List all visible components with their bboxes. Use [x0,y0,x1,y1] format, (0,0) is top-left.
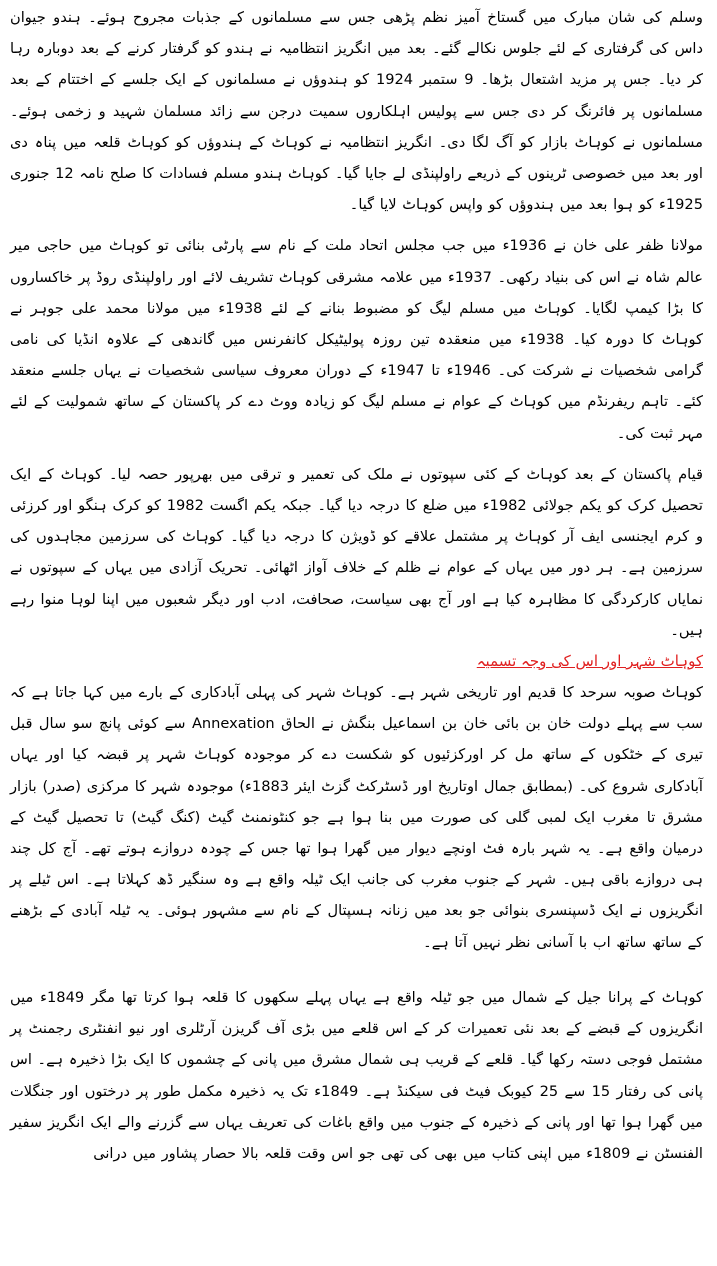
paragraph-after-independence: قیام پاکستان کے بعد کوہاٹ کے کئی سپوتوں نے ملک کی تعمیر و ترقی میں بھرپور حصہ لیا۔ کوہاٹ کے ایک تحصیل کرک کو یکم جولائی 1982ء میں ضلع کا درجہ دیا گیا۔ جبکہ یکم اگست 1982 کو کرک ہنگو اور کرزئی و کرم ایجنسی ایف آر کوہاٹ پر مشتمل علاقے کو ڈویژن کا درجہ دیا گیا۔ کوہاٹ کی سرزمین مجاہدوں کی سرزمین ہے۔ ہر دور میں یہاں کے عوام نے ظلم کے خلاف آواز اٹھائی۔ تحریک آزادی میں یہاں کے سپوتوں نے نمایاں کارکردگی کا مظاہرہ کیا ہے اور آج بھی سیاست، صحافت، ادب اور دیگر شعبوں میں اپنا لوہا منوا رہے ہیں۔ [10,465,703,639]
paragraph-kohat-riots: وسلم کی شان مبارک میں گستاخ آمیز نظم پڑھی جس سے مسلمانوں کے جذبات مجروح ہوئے۔ ہندو جیوان داس کی گرفتاری کے لئے جلوس نکالے گئے۔ بعد میں انگریز انتظامیہ نے ہندو کو گرفتار کرنے کے بعد دوبارہ رہا کر دیا۔ جس پر مزید اشتعال بڑھا۔ 9 ستمبر 1924 کو ہندوؤں نے مسلمانوں کے ایک جلسے کے اختتام کے بعد مسلمانوں پر فائرنگ کر دی جس سے پولیس اہلکاروں سمیت درجن سے زائد مسلمان شہید و زخمی ہوئے۔ مسلمانوں نے کوہاٹ بازار کو آگ لگا دی۔ انگریز انتظامیہ نے کوہاٹ کے ہندوؤں کو کوہاٹ قلعہ میں پناہ دی اور بعد میں خصوصی ٹرینوں کے ذریعے راولپنڈی لے جایا گیا۔ کوہاٹ ہندو مسلم فسادات کا صلح نامہ 12 جنوری 1925ء کو ہوا بعد میں ہندوؤں کو واپس کوہاٹ لایا گیا۔ [10,9,703,214]
section-heading: کوہاٹ شہر اور اس کی وجہ تسمیہ [476,652,703,671]
paragraph-city-history: کوہاٹ صوبہ سرحد کا قدیم اور تاریخی شہر ہے۔ کوہاٹ شہر کی پہلی آبادکاری کے بارے میں کہا جاتا ہے کہ سب سے پہلے دولت خان بن بائی خان بن اسماعیل بنگش نے الحاق Annexation سے کوئی پانچ سو سال قبل تیری کے خٹکوں کے ساتھ مل کر اورکزئیوں کو شکست دے کر موجودہ کوہاٹ شہر پر قبضہ کیا اور یہاں آبادکاری شروع کی۔ (بمطابق جمال اوتاریخ اور ڈسٹرکٹ گزٹ ایئر 1883ء) موجودہ شہر کا مرکزی (صدر) بازار مشرق تا مغرب ایک لمبی گلی کی صورت میں بنا ہوا ہے جو کنٹونمنٹ گیٹ (کنگ گیٹ) تا تحصیل گیٹ کے درمیان واقع ہے۔ یہ شہر بارہ فٹ اونچے دیوار میں گھرا ہوا تھا جس کے چودہ دروازے ہوتے تھے۔ آج کل چند ہی دروازے باقی ہیں۔ شہر کے جنوب مغرب کی جانب ایک ٹیلہ واقع ہے وہ سنگیر ڈھ کہلاتا ہے۔ اس ٹیلے پر انگریزوں نے ایک ڈسپنسری بنوائی جو بعد میں زنانہ ہسپتال کے نام سے مشہور ہوئی۔ یہ ٹیلہ آبادی کے بڑھنے کے ساتھ ساتھ اب با آسانی نظر نہیں آتا ہے۔ [10,684,703,951]
paragraph-fort-and-springs: کوہاٹ کے پرانا جیل کے شمال میں جو ٹیلہ واقع ہے یہاں پہلے سکھوں کا قلعہ ہوا کرتا تھا مگر 1849ء میں انگریزوں کے قبضے کے بعد نئی تعمیرات کر کے اس قلعے میں بڑی آف گریزن آرٹلری اور نیو انفنٹری رجمنٹ پر مشتمل فوجی دستہ رکھا گیا۔ قلعے کے قریب ہی شمال مشرق میں پانی کے چشموں کا ایک بڑا ذخیرہ ہے۔ اس پانی کی رفتار 15 سے 25 کیوبک فیٹ فی سیکنڈ ہے۔ 1849ء تک یہ ذخیرہ مکمل طور پر درختوں اور جنگلات میں گھرا ہوا تھا اور پانی کے ذخیرہ کے جنوب میں واقع باغات کی تعریف یہاں سے گزرنے والے ایک انگریز سفیر الفنسٹن نے 1809ء میں اپنی کتاب میں بھی کی تھی جو اس وقت قلعہ بالا حصار پشاور میں درانی [10,988,703,1162]
paragraph-political-history: مولانا ظفر علی خان نے 1936ء میں جب مجلس اتحاد ملت کے نام سے پارٹی بنائی تو کوہاٹ میں حاجی میر عالم شاہ نے اس کی بنیاد رکھی۔ 1937ء میں علامہ مشرقی کوہاٹ تشریف لائے اور راولپنڈی روڈ پر خاکساروں کا بڑا کیمپ لگایا۔ کوہاٹ میں مسلم لیگ کو مضبوط بنانے کے لئے 1938ء میں مولانا محمد علی جوہر نے کوہاٹ کا دورہ کیا۔ 1938ء میں منعقدہ تین روزہ پولیٹیکل کانفرنس میں گاندھی کے علاوہ انڈیا کی نامی گرامی شخصیات نے شرکت کی۔ 1946ء تا 1947ء کے دوران معروف سیاسی شخصیات نے یہاں جلسے منعقد کئے۔ تاہم ریفرنڈم میں کوہاٹ کے عوام نے مسلم لیگ کو زیادہ ووٹ دے کر پاکستان کے ساتھ شمولیت کے لئے مہر ثبت کی۔ [10,237,704,442]
